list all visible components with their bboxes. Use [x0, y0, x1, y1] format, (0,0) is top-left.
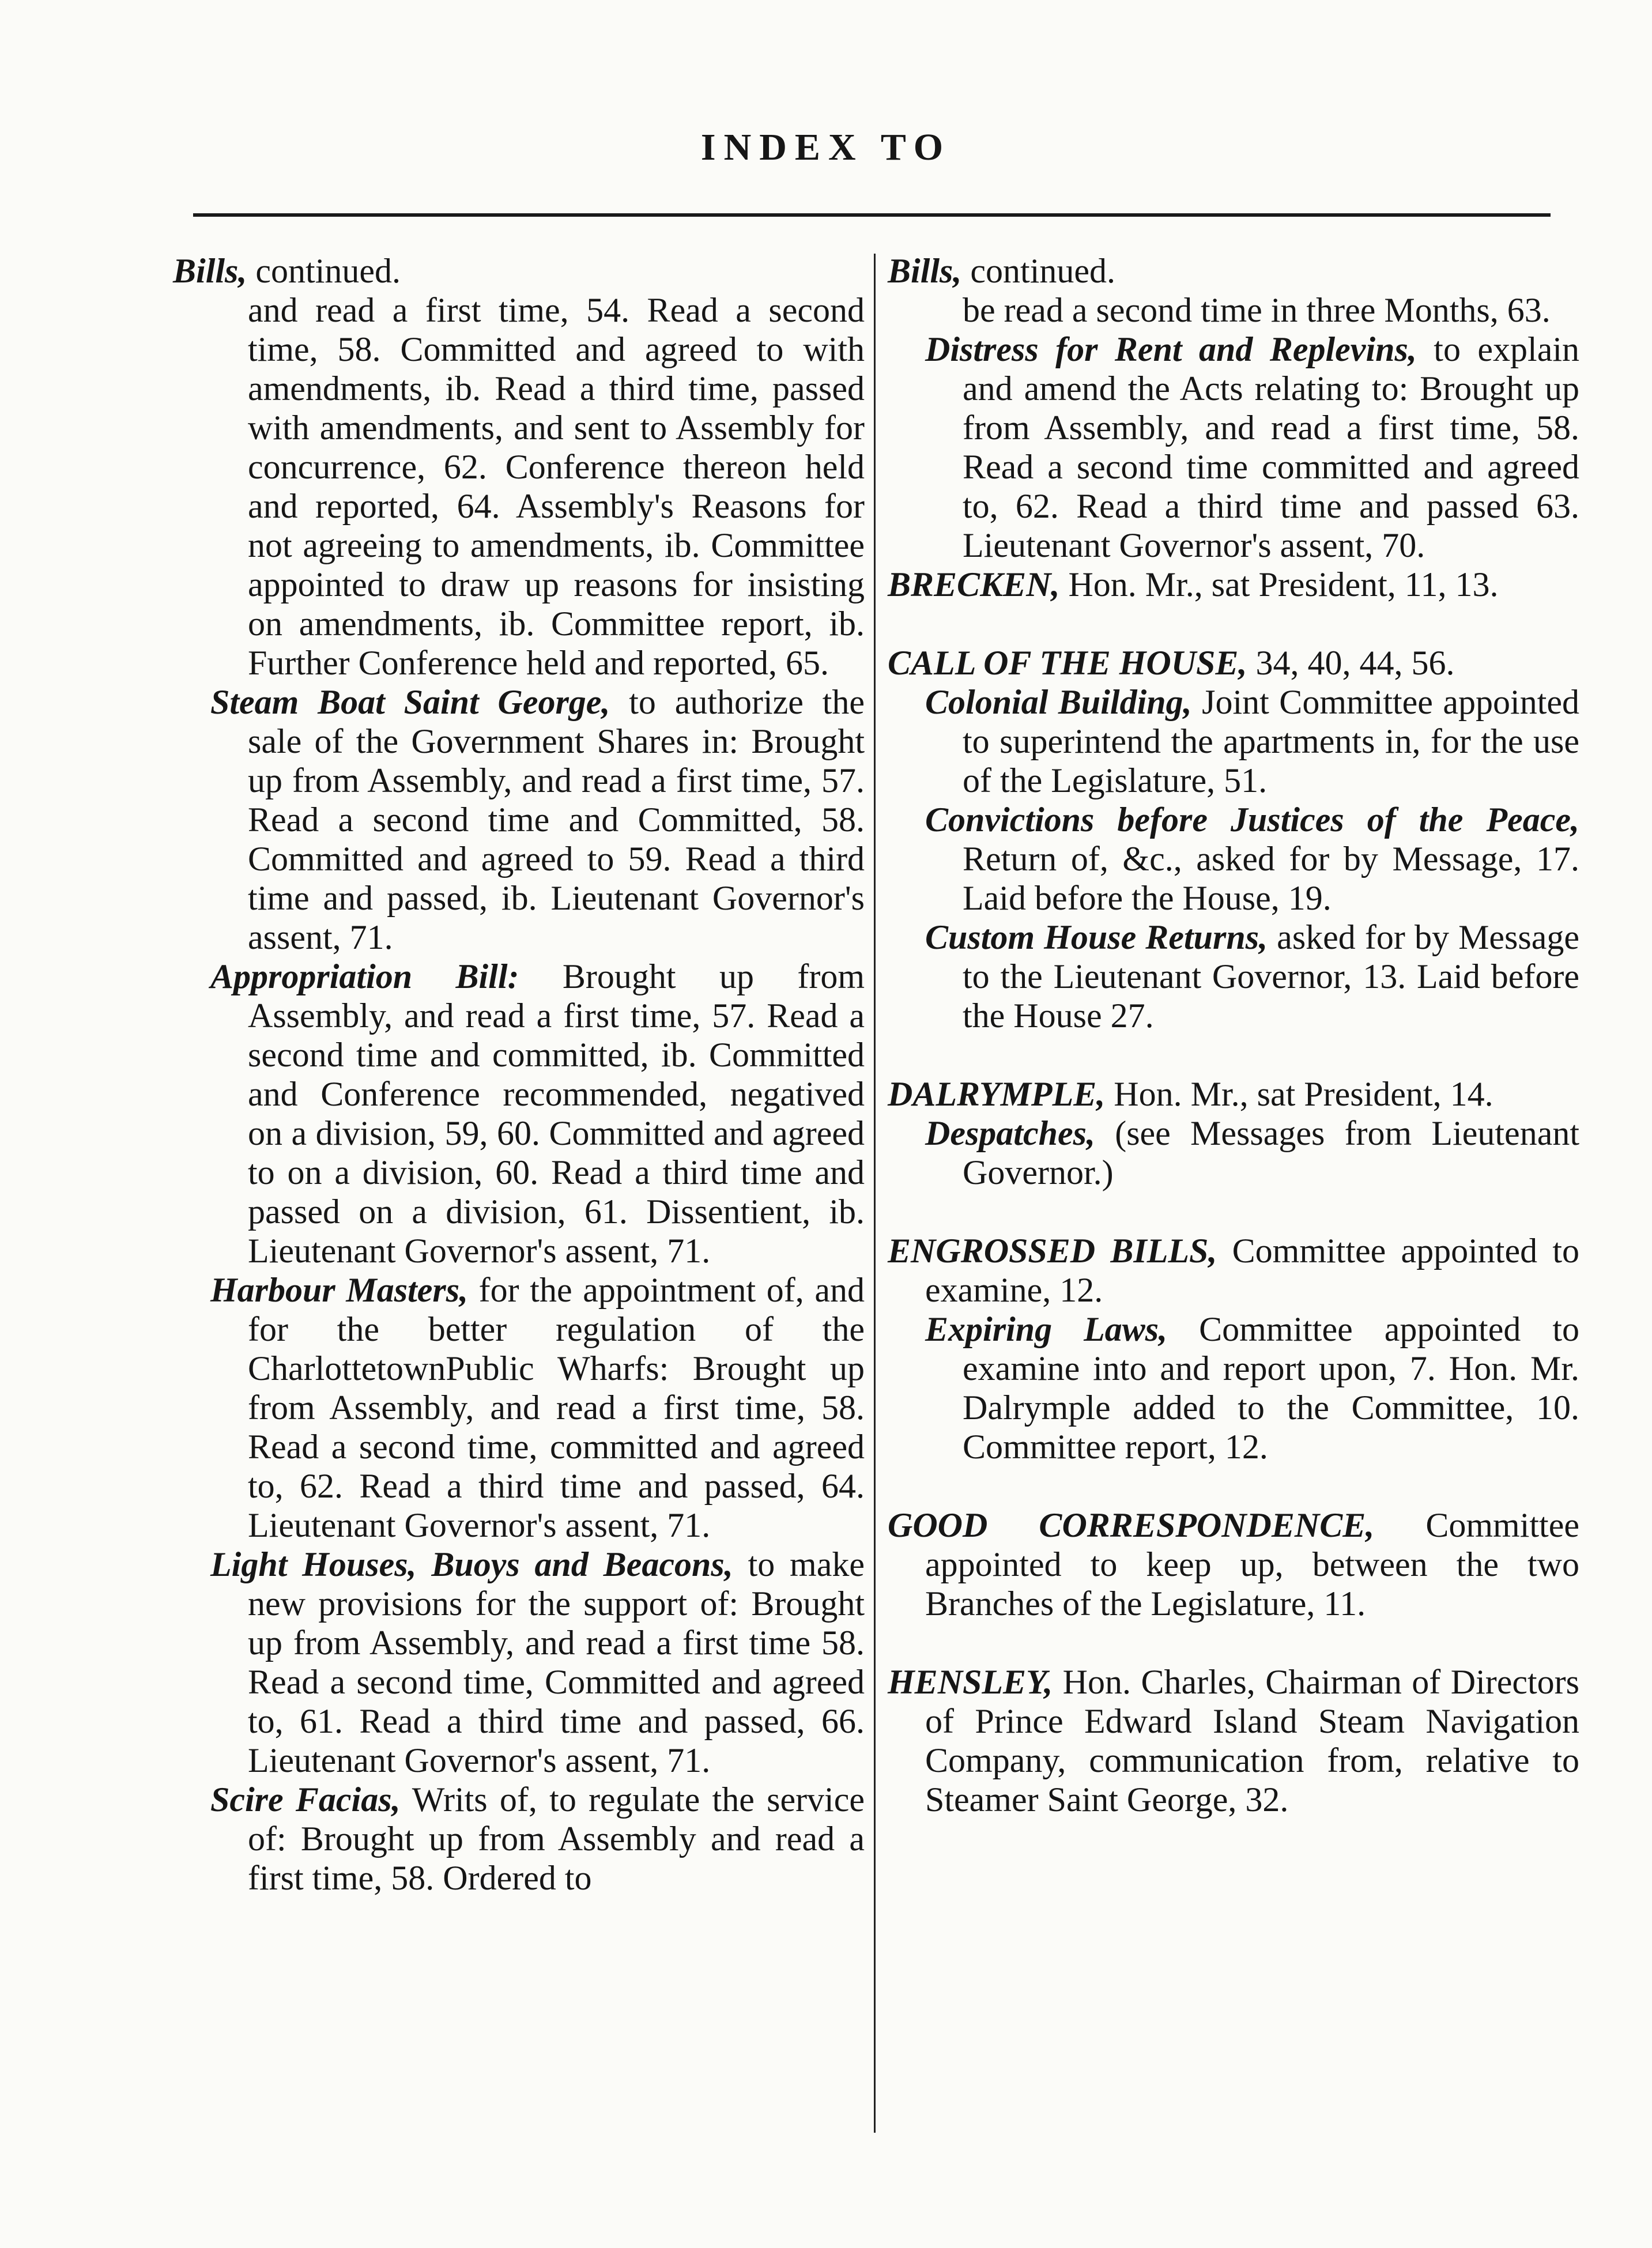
index-entry	[888, 1114, 1579, 1192]
entry-text: Return of, &c., asked for by Message, 17. Laid before the House, 19.	[963, 840, 1579, 917]
entry-text: to authorize the sale of the Government Shares in: Brought up from Assembly, and read a first time, 57. Read a second time and Committed, 58. Committed and agreed to 59. Read a third time and passed, ib. Lieutenant Governor's assent, 71.	[248, 683, 865, 956]
entry-term: ENGROSSED BILLS,	[888, 1232, 1217, 1270]
index-entry	[888, 800, 1579, 918]
header-rule	[193, 213, 1551, 217]
entry-text: for the appointment of, and for the better regulation of the CharlottetownPublic Wharfs: Brought up from Assembly, and read a first time, 58. Read a second time, committed and agreed to, 62. Read a third time and passed, 64. Lieutenant Governor's assent, 71.	[248, 1271, 865, 1544]
entry-text: to make new provisions for the support of: Brought up from Assembly, and read a first time 58. Read a second time, Committed and agreed to, 61. Read a third time and passed, 66. Lieutenant Governor's assent, 71.	[248, 1545, 865, 1779]
index-entry	[888, 330, 1579, 565]
continued-entry-text: and read a first time, 54. Read a second time, 58. Committed and agreed to with amendments, ib. Read a third time, passed with amendments, and sent to Assembly for concurrence, 62. Conference thereon held and reported, 64. Assembly's Reasons for not agreeing to amendments, ib. Committee appointed to draw up reasons for insisting on amendments, ib. Committee report, ib. Further Conference held and reported, 65.	[248, 291, 865, 682]
index-main-entry	[888, 643, 1579, 682]
entry-term: HENSLEY,	[888, 1663, 1053, 1701]
index-entry	[888, 682, 1579, 800]
entry-term: Expiring Laws,	[925, 1310, 1168, 1348]
entry-term: Custom House Returns,	[925, 918, 1268, 956]
index-entry	[173, 1545, 865, 1780]
entry-term: Appropriation Bill:	[210, 957, 519, 995]
entry-text: Hon. Mr., sat President, 14.	[1105, 1075, 1493, 1113]
entry-text: Joint Committee appointed to superintend the apartments in, for the use of the Legislature, 51.	[963, 683, 1580, 799]
entry-text: to explain and amend the Acts relating to: Brought up from Assembly, and read a first time, 58. Read a second time committed and agreed to, 62. Read a third time and passed 63. Lieutenant Governor's assent, 70.	[963, 330, 1580, 564]
index-main-entry	[888, 1506, 1579, 1623]
index-entry	[173, 1780, 865, 1898]
index-main-entry	[888, 565, 1579, 604]
entry-text: (see Messages from Lieutenant Governor.)	[963, 1114, 1579, 1191]
entry-term: Convictions before Justices of the Peace,	[925, 801, 1579, 839]
right-column	[888, 251, 1579, 1819]
entry-text: 34, 40, 44, 56.	[1247, 644, 1455, 682]
entry-term: DALRYMPLE,	[888, 1075, 1106, 1113]
index-entry	[888, 918, 1579, 1035]
entry-term: Colonial Building,	[925, 683, 1192, 721]
entry-term: Scire Facias,	[210, 1781, 401, 1819]
index-entry	[173, 957, 865, 1270]
entry-term: Harbour Masters,	[210, 1271, 469, 1309]
column-divider	[874, 254, 876, 2133]
entry-text: Committee appointed to examine, 12.	[925, 1232, 1579, 1309]
entry-term: Steam Boat Saint George,	[210, 683, 610, 721]
index-entry	[173, 682, 865, 957]
index-main-entry	[888, 1662, 1579, 1819]
entry-text: Committee appointed to examine into and report upon, 7. Hon. Mr. Dalrymple added to the Committee, 10. Committee report, 12.	[963, 1310, 1579, 1466]
entry-term: BRECKEN,	[888, 565, 1060, 604]
entry-term: GOOD CORRESPONDENCE,	[888, 1506, 1375, 1544]
entry-text: Hon. Charles, Chairman of Directors of Prince Edward Island Steam Navigation Company, communication from, relative to Steamer Saint George, 32.	[925, 1663, 1579, 1819]
index-main-entry	[888, 1074, 1579, 1114]
index-entry	[173, 1270, 865, 1545]
entry-text: asked for by Message to the Lieutenant Governor, 13. Laid before the House 27.	[963, 918, 1580, 1035]
entry-text: Hon. Mr., sat President, 11, 13.	[1059, 565, 1499, 604]
section-heading: Bills, continued.	[888, 252, 1115, 290]
entry-text: Committee appointed to keep up, between the two Branches of the Legislature, 11.	[925, 1506, 1579, 1623]
entry-term: Distress for Rent and Replevins,	[925, 330, 1417, 368]
running-head: INDEX TO	[700, 126, 952, 168]
continued-entry-text: be read a second time in three Months, 63.	[963, 291, 1551, 329]
index-main-entry	[888, 1231, 1579, 1310]
section-heading: Bills, continued.	[173, 252, 401, 290]
index-entry	[888, 1310, 1579, 1466]
entry-text: Brought up from Assembly, and read a first time, 57. Read a second time and committed, ib. Committed and Conference recommended, negatived on a division, 59, 60. Committed and agreed to on a division, 60. Read a third time and passed on a division, 61. Dissentient, ib. Lieutenant Governor's assent, 71.	[248, 957, 865, 1270]
entry-text: Writs of, to regulate the service of: Brought up from Assembly and read a first time, 58. Ordered to	[248, 1781, 865, 1897]
left-column	[173, 251, 865, 1898]
entry-term: Light Houses, Buoys and Beacons,	[210, 1545, 733, 1583]
entry-term: Despatches,	[925, 1114, 1095, 1152]
entry-term: CALL OF THE HOUSE,	[888, 644, 1247, 682]
